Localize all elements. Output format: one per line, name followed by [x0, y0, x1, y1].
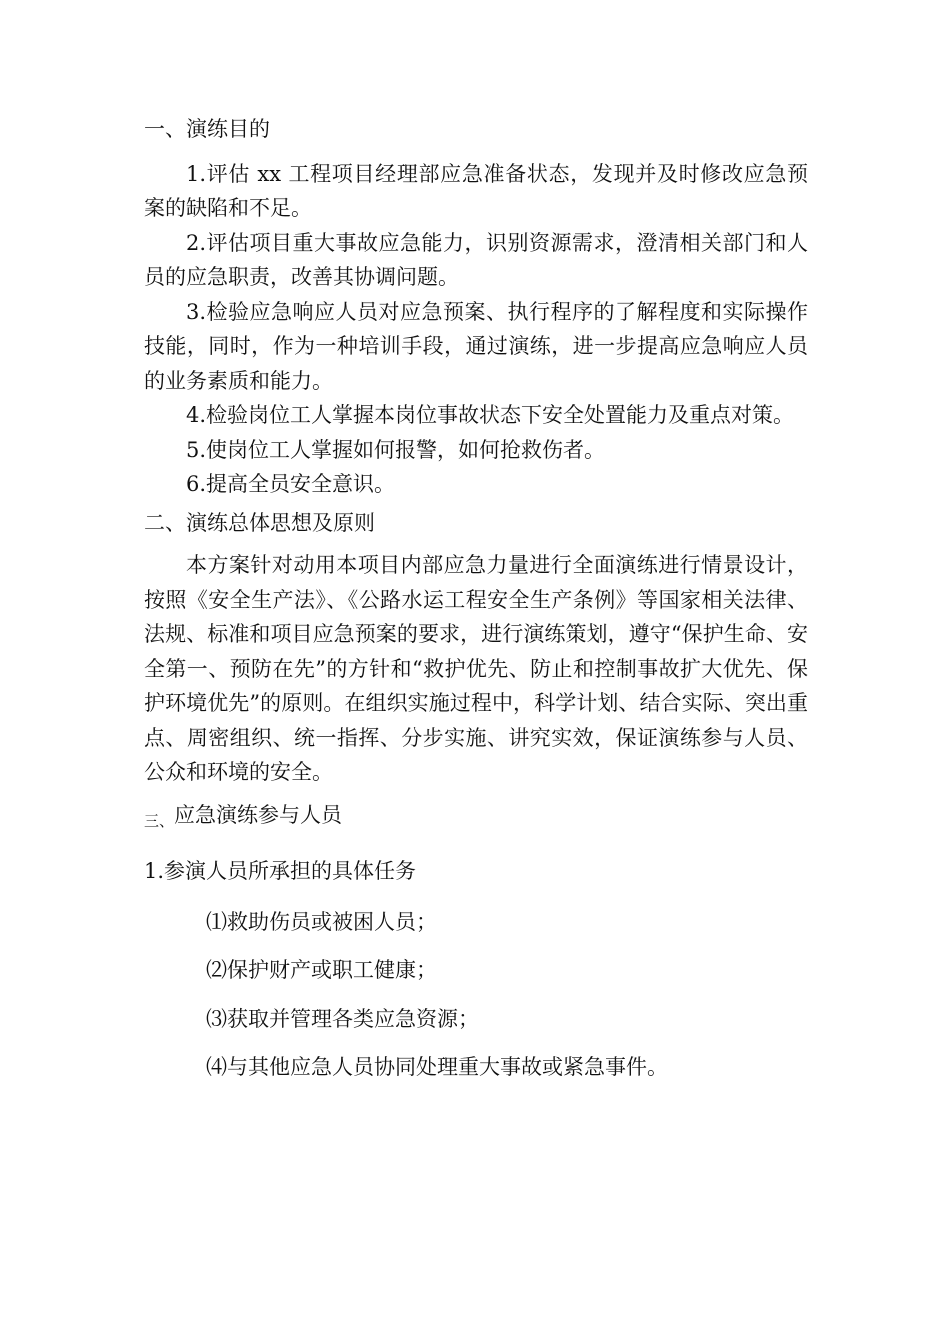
section1-heading: 一、演练目的: [144, 117, 270, 141]
section3-heading: [144, 798, 808, 839]
task-item-2: ⑵保护财产或职工健康；: [206, 958, 437, 982]
section1-item-2: 2.评估项目重大事故应急能力，识别资源需求，澄清相关部门和人员的应急职责，改善其协调问题。: [144, 230, 808, 289]
section1-item-5: 5.使岗位工人掌握如何报警，如何抢救伤者。: [186, 437, 606, 462]
section1-item-3: 3.检验应急响应人员对应急预案、执行程序的了解程度和实际操作技能，同时，作为一种培训手段，通过演练，进一步提高应急响应人员的业务素质和能力。: [144, 299, 808, 393]
section1-item-4: 4.检验岗位工人掌握本岗位事故状态下安全处置能力及重点对策。: [186, 403, 795, 427]
section2-heading: 二、演练总体思想及原则: [144, 510, 375, 535]
document-page: [144, 112, 808, 1099]
task-item-4: ⑷与其他应急人员协同处理重大事故或紧急事件。: [206, 1055, 668, 1079]
section2-body: 本方案针对动用本项目内部应急力量进行全面演练进行情景设计，按照《安全生产法》、《公路水运工程安全生产条例》等国家相关法律、法规、标准和项目应急预案的要求，进行演练策划，遵守“保护生命、安全第一、预防在先”的方针和“救护优先、防止和控制事故扩大优先、保护环境优先”的原则。在组织实施过程中，科学计划、结合实际、突出重点、周密组织、统一指挥、分步实施、讲究实效，保证演练参与人员、公众和环境的安全。: [144, 553, 808, 784]
section3-number: 三、: [144, 811, 175, 830]
task-item-1: ⑴救助伤员或被困人员；: [206, 909, 437, 934]
section1-item-1: 1.评估 xx 工程项目经理部应急准备状态，发现并及时修改应急预案的缺陷和不足。: [144, 161, 808, 220]
task-item-3: ⑶获取并管理各类应急资源；: [206, 1006, 479, 1031]
section3-title: 应急演练参与人员: [174, 802, 343, 827]
section3-subtitle: 1.参演人员所承担的具体任务: [144, 859, 417, 883]
section1-item-6: 6.提高全员安全意识。: [186, 472, 396, 496]
